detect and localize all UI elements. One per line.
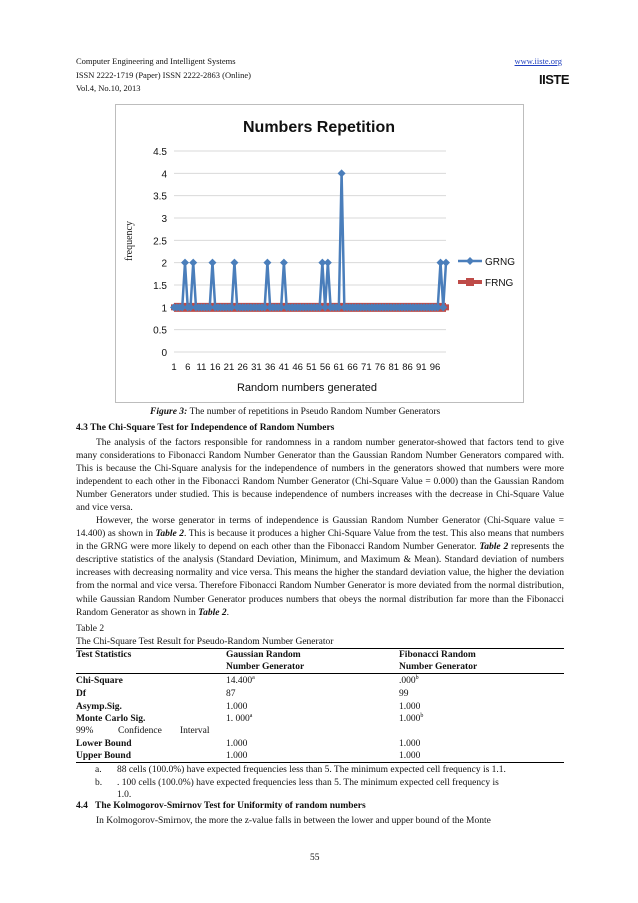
table-cell-gaussian: 1.000 [226, 739, 248, 749]
section-4-4-paragraph [76, 815, 564, 828]
x-tick-label: 81 [388, 362, 400, 373]
numbers-repetition-chart [116, 105, 523, 402]
x-tick-label: 86 [402, 362, 413, 373]
y-tick-label: 3.5 [153, 191, 167, 203]
ci-word: 99% [76, 726, 94, 736]
table-cell-gaussian: 87 [226, 689, 236, 699]
table-row-label: Lower Bound [76, 739, 132, 749]
table-cell-fibonacci: .000$^b$ [399, 674, 419, 686]
x-tick-label: 26 [237, 362, 248, 373]
data-point-grng [280, 259, 288, 267]
x-tick-label: 71 [361, 362, 372, 373]
paragraph-2-text-a: However, the worse generator in terms of independence is Gaussian Random Number Generator (Chi-Square value = 14.400) as shown in [76, 516, 564, 540]
x-tick-label: 46 [292, 362, 303, 373]
paragraph-2-text-b: . This is because it produces a higher Chi-Square Value from the test. This also means that numbers in the GRNG were more likely to depend on each other than the Fibonacci Random Number Generator. [76, 529, 564, 553]
paragraph-1-text: The analysis of the factors responsible for randomness in a random number generator-showed that factors tend to give many considerations to Fibonacci Random Number Generator than the Gaussian Random Number Generators compared with. This is because the Chi-Square analysis for the independence of numbers in the generators showed that numbers were more independent to each other in the Fibonacci Random Number Generator (Chi-Square Value = 0.000) than the Gaussian Random Number Generators under studied. This is because independence of numbers increases with the decrease in Chi-Square Value and vice versa. [76, 438, 564, 514]
y-tick-label: 4.5 [153, 147, 167, 158]
page-number: 55 [310, 853, 320, 863]
table-label: Table 2 [76, 624, 105, 634]
x-tick-label: 11 [196, 362, 207, 373]
data-point-grng [230, 259, 238, 267]
table-note-marker: a. [95, 765, 102, 775]
x-tick-label: 51 [306, 362, 317, 373]
section-4-3-heading: 4.3 The Chi-Square Test for Independence of Random Numbers [76, 423, 335, 433]
table-2-reference: Table 2 [155, 529, 185, 540]
table-cell-fibonacci: 1.000$^b$ [399, 712, 424, 724]
y-tick-label: 2.5 [153, 236, 167, 248]
table-top-rule [76, 648, 564, 649]
section-4-3-paragraph-2 [76, 515, 564, 620]
figure-caption [150, 407, 440, 417]
x-tick-label: 1 [171, 362, 177, 373]
legend-label-grng: GRNG [485, 257, 515, 268]
issn-line: ISSN 2222-1719 (Paper) ISSN 2222-2863 (Online) [76, 70, 251, 80]
x-tick-label: 76 [374, 362, 386, 373]
table-cell-fibonacci: 99 [399, 689, 409, 699]
ci-word: Interval [180, 726, 210, 736]
table-cell-gaussian: 1.000 [226, 702, 248, 712]
data-point-grng [338, 169, 346, 177]
y-axis-label: frequency [124, 221, 135, 261]
chart-title: Numbers Repetition [242, 119, 396, 136]
table-row-label: Upper Bound [76, 751, 132, 761]
table-header-rule [76, 673, 564, 674]
data-point-grng [263, 259, 271, 267]
figure-caption-text: The number of repetitions in Pseudo Random Number Generators [189, 407, 441, 417]
paragraph-2-end: . [226, 607, 229, 618]
table-cell-fibonacci: 1.000 [399, 751, 421, 761]
y-tick-label: 0.5 [153, 325, 167, 337]
table-bottom-rule [76, 762, 564, 763]
y-tick-label: 0 [161, 348, 167, 359]
volume-line: Vol.4, No.10, 2013 [76, 83, 141, 93]
figure-caption-sep: : [184, 407, 190, 417]
table-note-text-cont: 1.0. [117, 790, 132, 800]
data-point-grng [181, 259, 189, 267]
journal-url-link[interactable]: www.iiste.org [514, 56, 562, 66]
table-row-label: Monte Carlo Sig. [76, 714, 146, 724]
legend-marker-frng [466, 278, 474, 286]
section-4-4-text: In Kolmogorov-Smirnov, the more the z-value falls in between the lower and upper bound of the Monte [96, 816, 491, 826]
table-row-label: Df [76, 689, 87, 699]
figure-label: Figure 3 [150, 407, 185, 417]
x-tick-label: 41 [278, 362, 290, 373]
y-tick-label: 1 [161, 303, 167, 315]
table-header-fibonacci-line1: Fibonacci Random [399, 650, 476, 660]
table-note-text: 88 cells (100.0%) have expected frequencies less than 5. The minimum expected cell frequency is 1.1. [117, 765, 506, 775]
y-tick-label: 3 [161, 214, 167, 225]
section-4-4-heading: 4.4 The Kolmogorov-Smirnov Test for Uniformity of random numbers [76, 801, 366, 811]
x-tick-label: 31 [251, 362, 262, 373]
table-cell-gaussian: 1.000 [226, 751, 248, 761]
x-tick-label: 66 [347, 362, 358, 373]
chart-frame [115, 104, 524, 403]
table-title: The Chi-Square Test Result for Pseudo-Random Number Generator [76, 637, 334, 647]
table-cell-fibonacci: 1.000 [399, 702, 421, 712]
data-point-grng [324, 259, 332, 267]
y-tick-label: 4 [161, 169, 167, 181]
table-note-marker: b. [95, 778, 103, 788]
table-row-label: Chi-Square [76, 676, 123, 686]
table-cell-gaussian: 14.400$^a$ [226, 674, 255, 686]
table-cell-fibonacci: 1.000 [399, 739, 421, 749]
x-tick-label: 91 [415, 362, 427, 373]
data-point-grng [442, 259, 450, 267]
journal-name: Computer Engineering and Intelligent Systems [76, 56, 236, 66]
iiste-logo: IISTE [539, 72, 570, 87]
table-header-gaussian-line1: Gaussian Random [226, 650, 301, 660]
x-tick-label: 21 [223, 362, 235, 373]
x-tick-label: 61 [333, 362, 345, 373]
y-tick-label: 2 [161, 258, 167, 270]
ci-word: Confidence [118, 726, 162, 736]
table-header-fibonacci-line2: Number Generator [399, 662, 478, 672]
table-2-reference: Table 2 [479, 542, 509, 553]
x-tick-label: 6 [185, 362, 191, 373]
table-row-label: Asymp.Sig. [76, 702, 122, 712]
paragraph-2-text-c: represents the descriptive statistics of the analysis (Standard Deviation, Minimum, and Maximum & Mean). Standard deviation of numbers increases with decreasing normality and vice versa. This means the higher the standard deviation value, the higher the deviation from the normal and vice versa. Therefore Fibonacci Random Number Generator is more deviated from the normal distribution, while Gaussian Random Number Generator produces numbers that obeys the normal distribution far more than the Fibonacci Random Generator as shown in [76, 542, 564, 618]
section-4-3-paragraph-1 [76, 437, 564, 516]
data-point-grng [208, 259, 216, 267]
x-tick-label: 56 [319, 362, 331, 373]
data-point-grng [189, 259, 197, 267]
y-tick-label: 1.5 [153, 281, 167, 292]
x-tick-label: 96 [429, 362, 441, 373]
legend-label-frng: FRNG [485, 278, 514, 289]
table-header-gaussian-line2: Number Generator [226, 662, 305, 672]
x-tick-label: 16 [209, 362, 221, 373]
table-header-test-statistics: Test Statistics [76, 650, 132, 660]
x-tick-label: 36 [264, 362, 276, 373]
x-axis-label: Random numbers generated [236, 382, 378, 394]
table-note-text: . 100 cells (100.0%) have expected frequencies less than 5. The minimum expected cell frequency is [117, 778, 499, 788]
table-2-reference: Table 2 [198, 607, 227, 618]
table-cell-gaussian: 1. 000$^a$ [226, 712, 253, 724]
legend-marker-grng [466, 257, 474, 265]
